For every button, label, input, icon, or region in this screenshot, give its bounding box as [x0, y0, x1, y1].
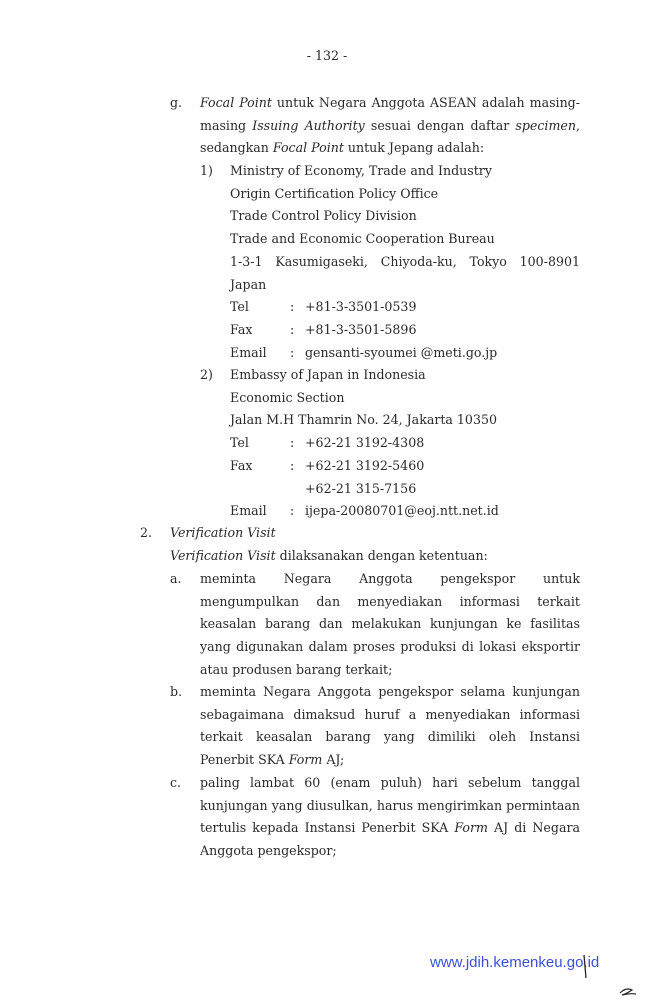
contact-field-email: Email : gensanti-syoumei @meti.go.jp — [230, 344, 498, 360]
contact-2 — [230, 364, 580, 523]
item-g-text — [200, 92, 580, 160]
contact-line: Trade Control Policy Division — [230, 208, 417, 224]
item-c-text: paling lambat 60 (enam puluh) hari sebelum tanggal kunjungan yang diusulkan, harus mengirimkan permintaan tertulis kepada Instansi Penerbit SKA Form AJ di Negara Anggota pengekspor; — [200, 775, 580, 859]
item-g-line3: sedangkan Focal Point untuk Jepang adalah: — [200, 140, 485, 156]
contact-field-tel: Tel : +81-3-3501-0539 — [230, 299, 417, 315]
item-g-line2: masing Issuing Authority sesuai dengan daftar specimen, — [200, 117, 580, 133]
contact-line: Origin Certification Policy Office — [230, 185, 439, 201]
contact-line: 1-3-1 Kasumigaseki, Chiyoda-ku, Tokyo 100-8901 — [230, 253, 580, 269]
contact-line: Embassy of Japan in Indonesia — [230, 367, 426, 382]
section-intro: Verification Visit dilaksanakan dengan ketentuan: — [170, 547, 488, 563]
contact-line: Economic Section — [230, 389, 345, 405]
item-b-text: meminta Negara Anggota pengekspor selama kunjungan sebagaimana dimaksud huruf a menyediakan informasi terkait keasalan barang yang dimiliki oleh Instansi Penerbit SKA Form AJ; — [200, 684, 580, 768]
item-marker-b: b. — [170, 684, 183, 699]
item-g-line1: Focal Point untuk Negara Anggota ASEAN adalah masing- — [200, 95, 580, 110]
contact-field-fax: Fax : +62-21 3192-5460 — [230, 457, 425, 473]
section-marker-2: 2. — [140, 525, 153, 540]
page-number: - 132 - — [306, 48, 348, 63]
contact-field-fax: Fax : +81-3-3501-5896 — [230, 321, 417, 337]
contact-line: Jalan M.H Thamrin No. 24, Jakarta 10350 — [230, 412, 497, 428]
section-2-heading — [170, 522, 580, 567]
contact-field-email: Email : ijepa-20080701@eoj.ntt.net.id — [230, 503, 499, 519]
footer-url-link[interactable]: www.jdih.kemenkeu.go.id — [430, 954, 600, 971]
contact-line: Trade and Economic Cooperation Bureau — [230, 231, 495, 247]
item-marker-g: g. — [170, 95, 183, 110]
item-a-text: meminta Negara Anggota pengekspor untuk mengumpulkan dan menyediakan informasi terkait keasalan barang dan melakukan kunjungan ke fasilitas yang digunakan dalam proses produksi di lokasi eksportir atau produsen barang terkait; — [200, 571, 580, 677]
contact-line: Ministry of Economy, Trade and Industry — [230, 163, 492, 178]
handwritten-initial-icon — [582, 953, 642, 998]
contact-field-fax-2: +62-21 315-7156 — [305, 480, 417, 496]
item-marker-c: c. — [170, 775, 182, 790]
item-marker-a: a. — [170, 571, 182, 586]
contact-marker-1: 1) — [200, 163, 213, 178]
contact-field-tel: Tel : +62-21 3192-4308 — [230, 435, 425, 451]
contact-line: Japan — [230, 276, 267, 292]
contact-marker-2: 2) — [200, 367, 213, 382]
section-title: Verification Visit — [170, 525, 276, 540]
contact-1 — [230, 160, 580, 364]
